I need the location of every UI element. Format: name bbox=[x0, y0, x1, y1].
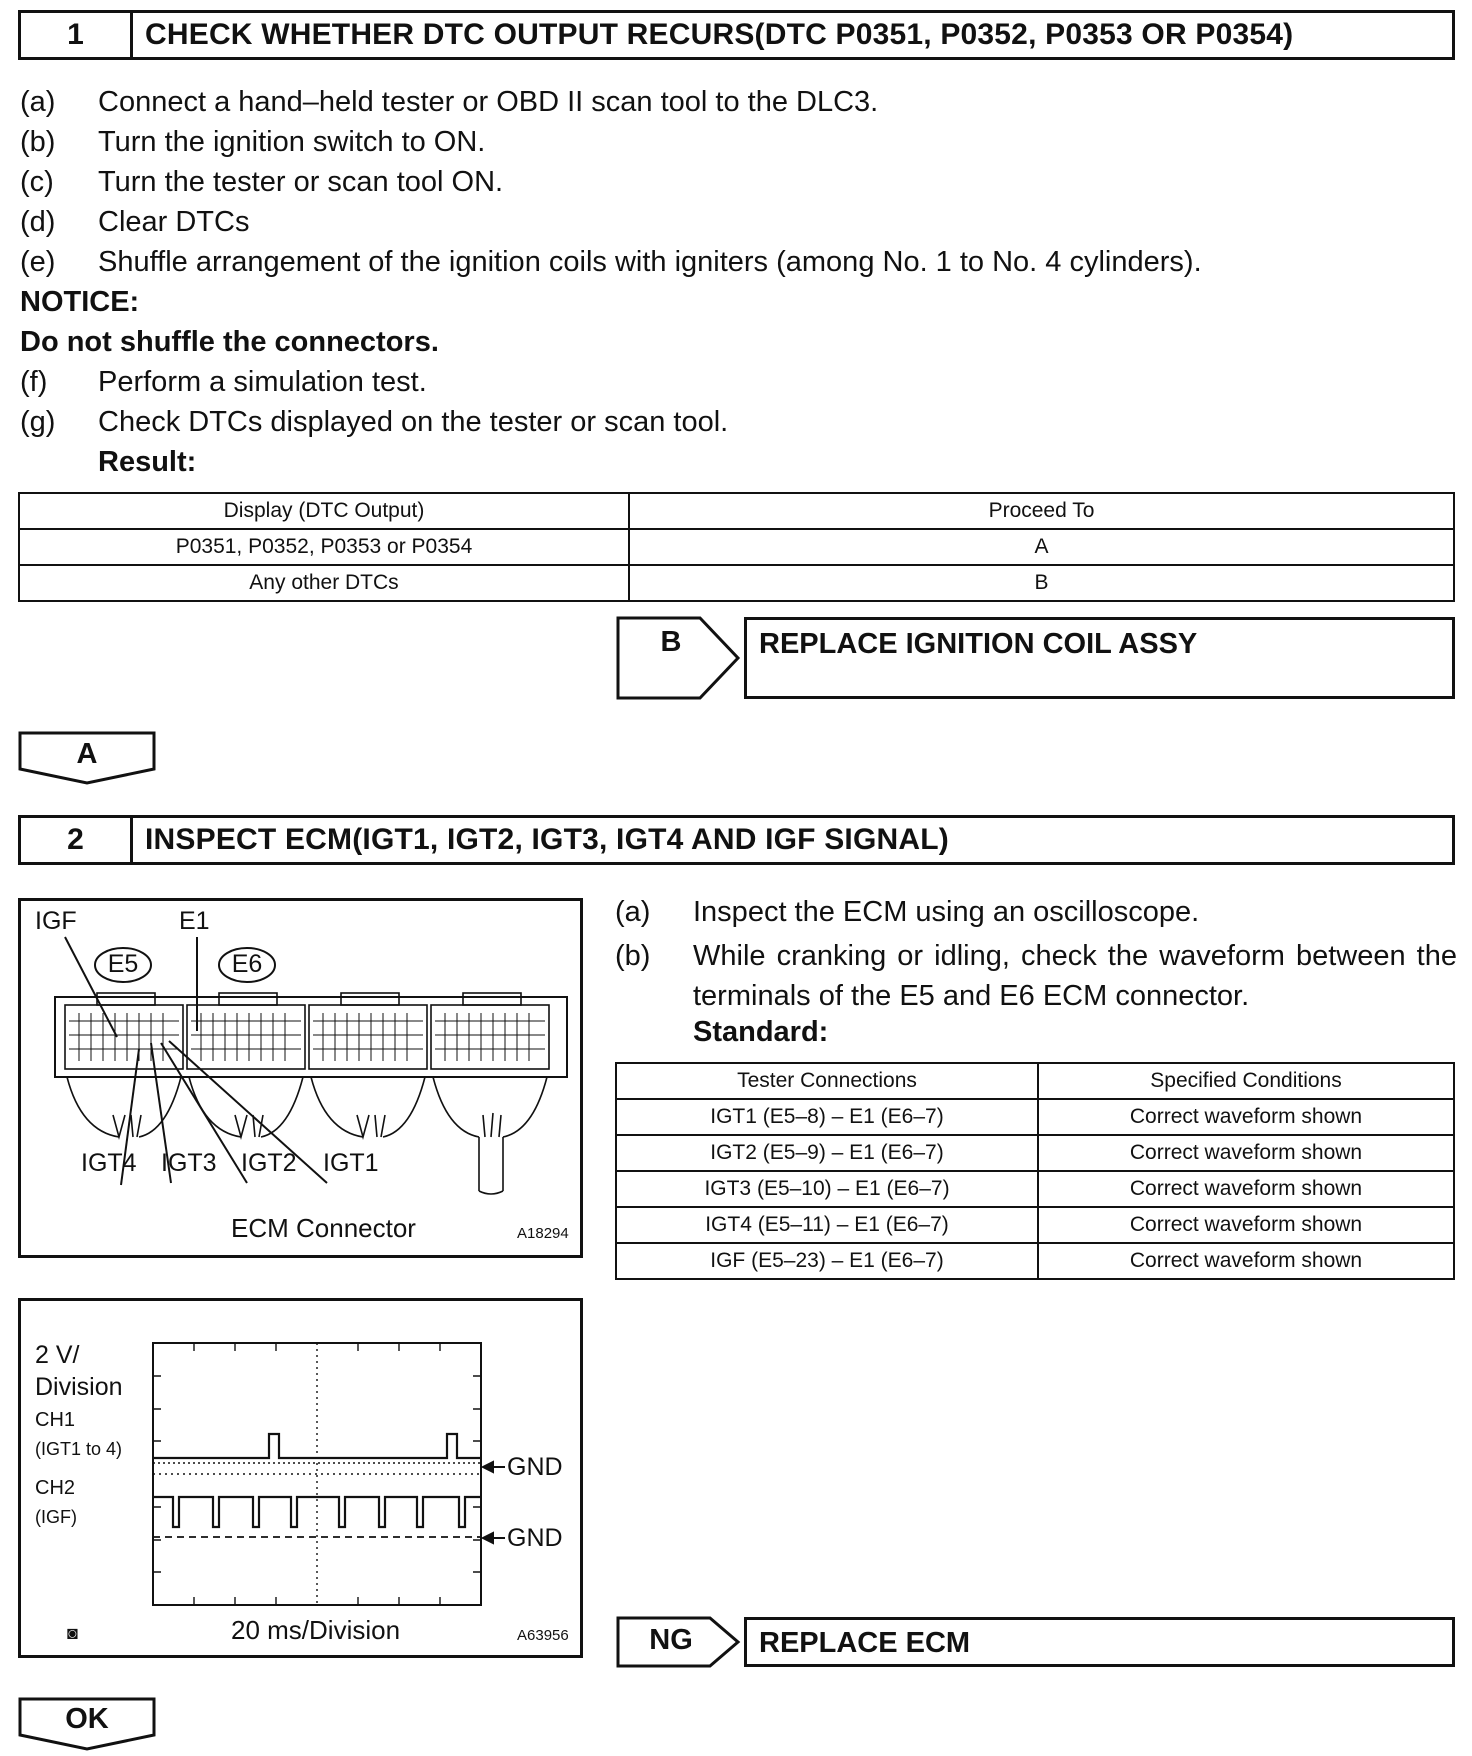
table-header: Display (DTC Output) bbox=[19, 493, 629, 529]
table-row bbox=[616, 1171, 1454, 1207]
branch-ng-action-box bbox=[744, 1617, 1455, 1667]
waveform-figure bbox=[18, 1298, 583, 1658]
table-header-row bbox=[19, 493, 1454, 529]
label-e5: E5 bbox=[107, 950, 139, 978]
branch-a-tag: A bbox=[76, 738, 98, 770]
ch2-gnd-label: GND bbox=[507, 1524, 563, 1552]
table-header: Tester Connections bbox=[616, 1063, 1038, 1099]
ch1-label: CH1 bbox=[35, 1409, 76, 1431]
ecm-connector-figure bbox=[18, 898, 583, 1258]
label-e1: E1 bbox=[179, 907, 210, 935]
step-1-header bbox=[18, 10, 1455, 60]
branch-b-action: REPLACE IGNITION COIL ASSY bbox=[759, 628, 1198, 660]
label-e6: E6 bbox=[231, 950, 263, 978]
item-text: Perform a simulation test. bbox=[98, 366, 427, 398]
notice-text: Do not shuffle the connectors. bbox=[20, 326, 439, 358]
table-cell: Any other DTCs bbox=[19, 565, 629, 601]
dtc-result-table bbox=[18, 492, 1455, 602]
table-cell: IGT3 (E5–10) – E1 (E6–7) bbox=[616, 1171, 1038, 1207]
item-label: (b) bbox=[615, 940, 651, 972]
table-cell: IGT4 (E5–11) – E1 (E6–7) bbox=[616, 1207, 1038, 1243]
table-cell: IGT1 (E5–8) – E1 (E6–7) bbox=[616, 1099, 1038, 1135]
item-text: Turn the tester or scan tool ON. bbox=[98, 166, 504, 198]
volts-per-div-2: Division bbox=[35, 1373, 123, 1401]
branch-ng-tag: NG bbox=[649, 1624, 693, 1656]
item-text: Shuffle arrangement of the ignition coils with igniters (among No. 1 to No. 4 cylinders). bbox=[98, 246, 1202, 278]
connector-figure-id: A18294 bbox=[517, 1225, 569, 1242]
table-cell: Correct waveform shown bbox=[1038, 1099, 1454, 1135]
table-cell: Correct waveform shown bbox=[1038, 1171, 1454, 1207]
table-cell: IGT2 (E5–9) – E1 (E6–7) bbox=[616, 1135, 1038, 1171]
item-label: (c) bbox=[20, 166, 54, 198]
step-1-title: CHECK WHETHER DTC OUTPUT RECURS(DTC P0351, P0352, P0353 OR P0354) bbox=[145, 18, 1294, 51]
table-row bbox=[616, 1099, 1454, 1135]
table-cell: B bbox=[629, 565, 1454, 601]
oscilloscope-screen bbox=[21, 1301, 580, 1655]
table-header: Specified Conditions bbox=[1038, 1063, 1454, 1099]
table-cell: Correct waveform shown bbox=[1038, 1135, 1454, 1171]
ch1-signal-label: (IGT1 to 4) bbox=[35, 1439, 123, 1459]
item-label: (d) bbox=[20, 206, 56, 238]
volts-per-div-1: 2 V/ bbox=[35, 1341, 80, 1369]
table-cell: P0351, P0352, P0353 or P0354 bbox=[19, 529, 629, 565]
table-cell: A bbox=[629, 529, 1454, 565]
item-label: (b) bbox=[20, 126, 56, 158]
table-header-row bbox=[616, 1063, 1454, 1099]
table-header: Proceed To bbox=[629, 493, 1454, 529]
table-row bbox=[616, 1135, 1454, 1171]
table-cell: Correct waveform shown bbox=[1038, 1207, 1454, 1243]
label-igt2: IGT2 bbox=[241, 1149, 297, 1177]
step-2-title: INSPECT ECM(IGT1, IGT2, IGT3, IGT4 AND IGF SIGNAL) bbox=[145, 823, 949, 856]
item-text: Check DTCs displayed on the tester or scan tool. bbox=[98, 406, 729, 438]
branch-ng-action: REPLACE ECM bbox=[759, 1627, 971, 1659]
table-cell: Correct waveform shown bbox=[1038, 1243, 1454, 1279]
ch1-gnd-label: GND bbox=[507, 1453, 563, 1481]
branch-ok-tag: OK bbox=[65, 1703, 109, 1735]
label-igt1: IGT1 bbox=[323, 1149, 379, 1177]
step-2-item-b bbox=[615, 936, 1457, 1016]
ch2-label: CH2 bbox=[35, 1477, 76, 1499]
time-per-div: 20 ms/Division bbox=[231, 1615, 401, 1645]
result-label: Result: bbox=[98, 446, 197, 478]
item-text: Turn the ignition switch to ON. bbox=[98, 126, 486, 158]
notice-heading: NOTICE: bbox=[20, 286, 140, 318]
table-row bbox=[616, 1243, 1454, 1279]
standard-label: Standard: bbox=[693, 1016, 829, 1048]
step-2-number: 2 bbox=[21, 818, 133, 862]
label-igt4: IGT4 bbox=[81, 1149, 137, 1177]
branch-b-action-box bbox=[744, 617, 1455, 699]
item-label: (a) bbox=[615, 896, 651, 928]
step-2-header bbox=[18, 815, 1455, 865]
label-igf: IGF bbox=[35, 907, 77, 935]
step-1-number: 1 bbox=[21, 13, 133, 57]
item-text: Connect a hand–held tester or OBD II scan tool to the DLC3. bbox=[98, 86, 879, 118]
table-cell: IGF (E5–23) – E1 (E6–7) bbox=[616, 1243, 1038, 1279]
connector-caption: ECM Connector bbox=[231, 1213, 416, 1243]
item-text: Inspect the ECM using an oscilloscope. bbox=[693, 896, 1200, 928]
label-igt3: IGT3 bbox=[161, 1149, 217, 1177]
scope-icon: ◙ bbox=[67, 1623, 78, 1643]
ch2-signal-label: (IGF) bbox=[35, 1507, 77, 1527]
item-text: Clear DTCs bbox=[98, 206, 250, 238]
table-row bbox=[616, 1207, 1454, 1243]
item-text: While cranking or idling, check the waveform between the terminals of the E5 and E6 ECM connector. bbox=[693, 940, 1457, 1012]
item-label: (f) bbox=[20, 366, 48, 398]
table-row bbox=[19, 529, 1454, 565]
waveform-figure-id: A63956 bbox=[517, 1627, 569, 1644]
item-label: (a) bbox=[20, 86, 56, 118]
item-label: (g) bbox=[20, 406, 56, 438]
table-row bbox=[19, 565, 1454, 601]
waveform-standard-table bbox=[615, 1062, 1455, 1280]
item-label: (e) bbox=[20, 246, 56, 278]
branch-b-tag: B bbox=[660, 626, 682, 658]
